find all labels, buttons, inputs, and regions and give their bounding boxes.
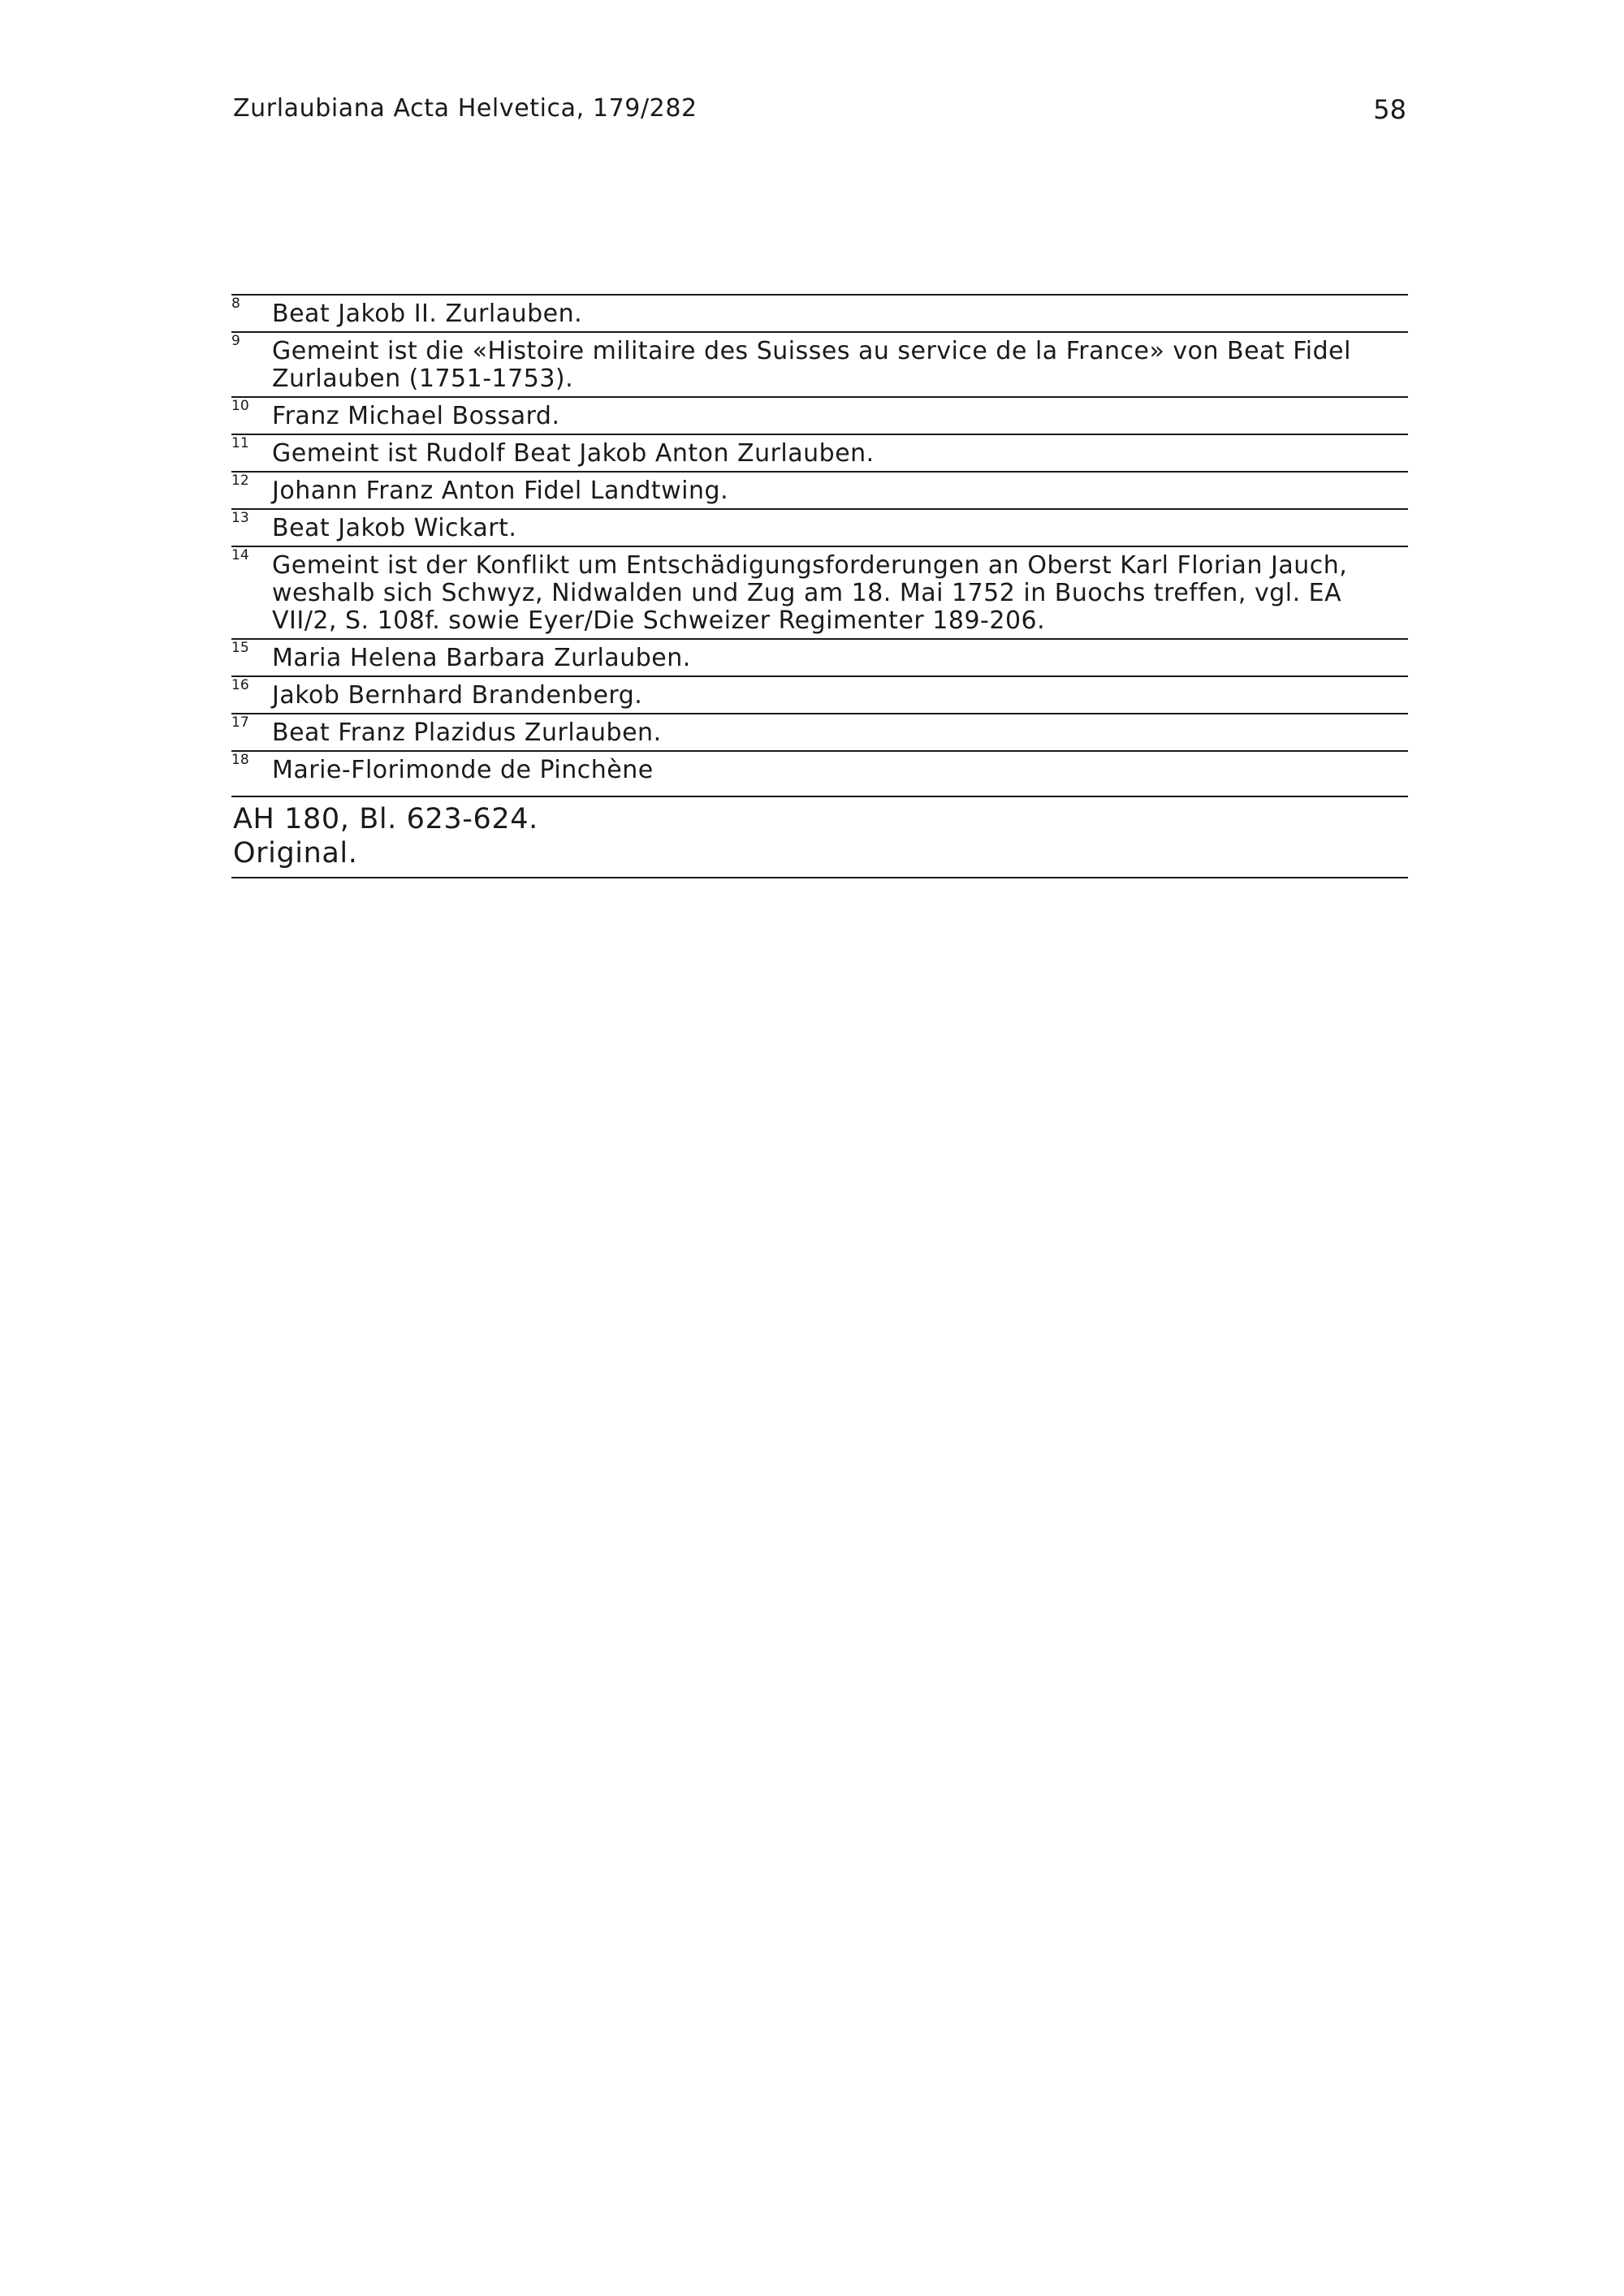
source-original-line: Original. [233,837,358,870]
footnote-text: Gemeint ist der Konflikt um Entschädigungsforderungen an Oberst Karl Florian Jauch, weshalb sich Schwyz, Nidwalden und Zug am 18. Mai 1752 in Buochs treffen, vgl. EA VII/2, S. 108f. sowie Eyer/Die Schweizer Regimenter 189-206. [272,551,1348,635]
footnote [231,508,1408,546]
footnote-text: Gemeint ist die «Histoire militaire des Suisses au service de la France» von Beat Fidel Zurlauben (1751-1753). [272,337,1351,393]
source-reference [231,796,1408,878]
footnote-number: 8 [231,296,240,312]
source-archive-line: AH 180, Bl. 623-624. [233,803,538,835]
footnote-text: Johann Franz Anton Fidel Landtwing. [272,477,729,505]
footnote [231,675,1408,713]
footnote-number: 17 [231,714,249,731]
footnote [231,750,1408,788]
footnote-number: 12 [231,473,249,489]
footnote-number: 13 [231,510,249,526]
footnote-text: Franz Michael Bossard. [272,402,560,430]
footnote-number: 14 [231,547,249,563]
footnote [231,638,1408,675]
footnote-text: Beat Jakob Wickart. [272,514,517,542]
footnotes-section [231,294,1408,878]
footnote-number: 11 [231,435,249,451]
footnote-text: Jakob Bernhard Brandenberg. [272,681,643,710]
footnote-number: 18 [231,752,249,768]
footnote-number: 16 [231,677,249,693]
footnote [231,331,1408,396]
footnote [231,471,1408,508]
footnote-text: Gemeint ist Rudolf Beat Jakob Anton Zurlauben. [272,439,875,468]
footnote-text: Beat Franz Plazidus Zurlauben. [272,719,662,747]
footnote-text: Marie-Florimonde de Pinchène [272,756,654,784]
footnote-number: 9 [231,333,240,349]
footnote [231,294,1408,331]
footnote-text: Beat Jakob II. Zurlauben. [272,300,583,328]
footnote [231,434,1408,471]
footnote-number: 10 [231,398,249,414]
footnote [231,396,1408,434]
footnote-text: Maria Helena Barbara Zurlauben. [272,644,691,672]
footnote [231,713,1408,750]
page-number: 58 [1373,94,1406,125]
footnote-number: 15 [231,640,249,656]
running-header [233,94,1406,130]
running-title: Zurlaubiana Acta Helvetica, 179/282 [233,94,698,123]
footnote [231,546,1408,638]
